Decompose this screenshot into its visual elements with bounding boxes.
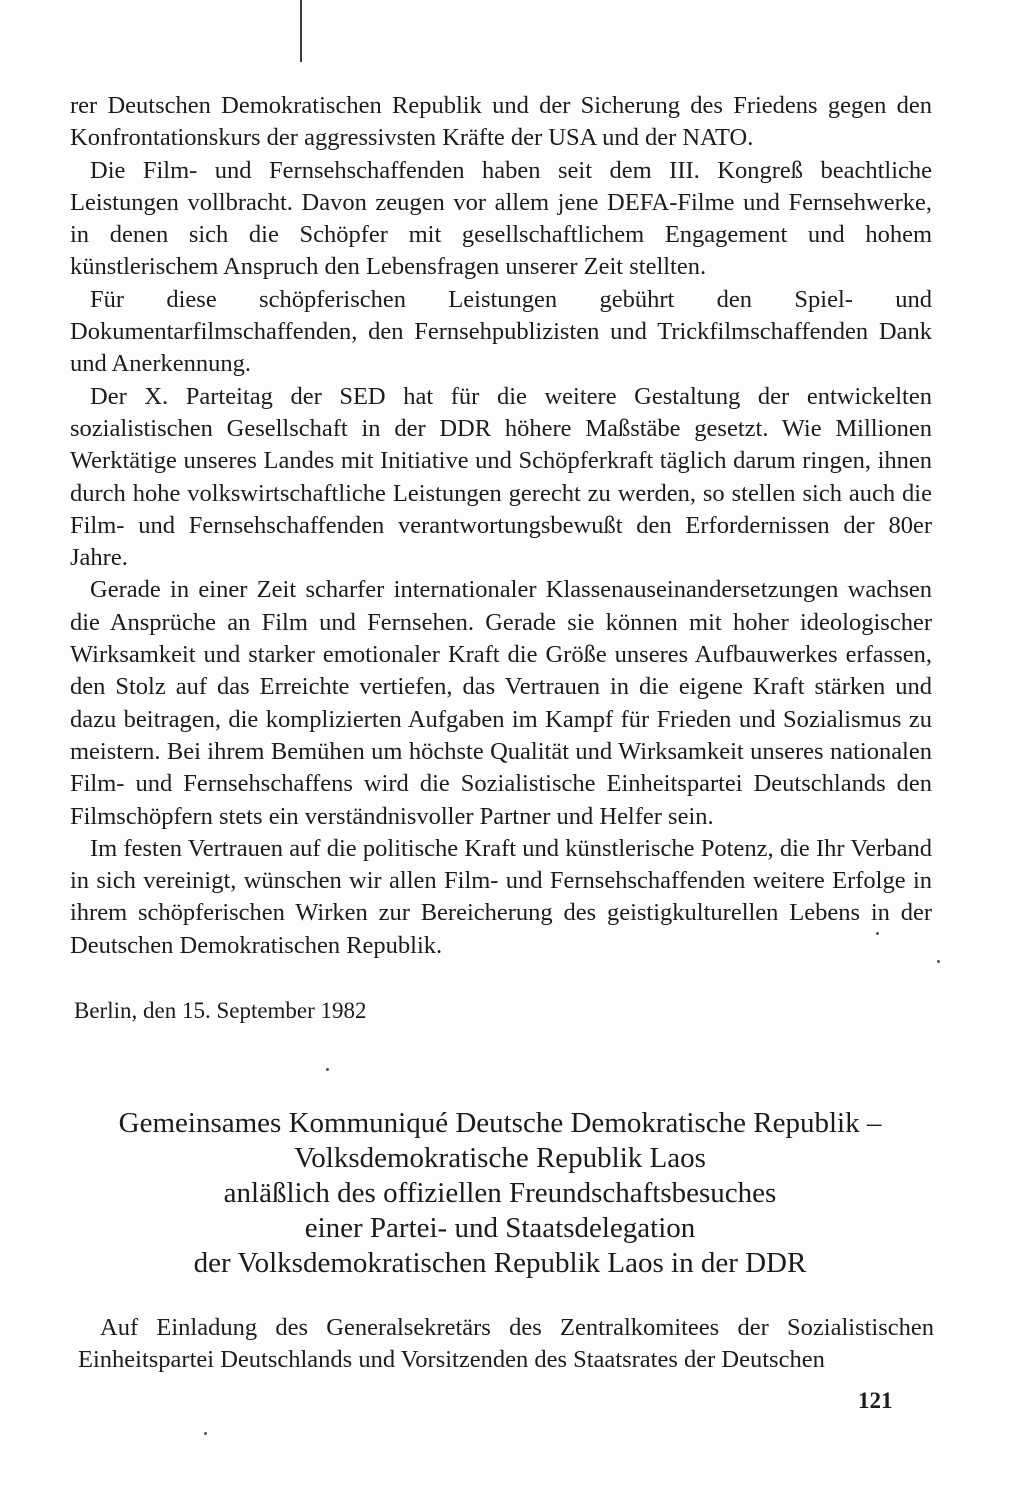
intro-paragraph: Auf Einladung des Generalsekretärs des Zentralkomitees der Sozialistischen Einheitspartei Deutschlands und Vorsitzenden des Staatsrates der Deutschen: [78, 1314, 934, 1373]
scan-speck: [204, 1432, 207, 1435]
paragraph: Der X. Parteitag der SED hat für die weitere Gestaltung der entwickelten sozialistischen Gesellschaft in der DDR höhere Maßstäbe gesetzt. Wie Millionen Werktätige unseres Landes mit Initiative und Schöpferkraft täglich darum ringen, ihnen durch hohe volkswirtschaftliche Leistungen gerecht zu werden, so stellen sich auch die Film- und Fernsehschaffenden verantwortungsbewußt den Erfordernissen der 80er Jahre.: [70, 382, 932, 572]
paragraph: Für diese schöpferischen Leistungen gebührt den Spiel- und Dokumentarfilmschaffenden, den Fernsehpublizisten und Trickfilmschaffenden Dank und Anerkennung.: [70, 285, 932, 378]
paragraph: Die Film- und Fernsehschaffenden haben seit dem III. Kongreß beachtliche Leistungen vollbracht. Davon zeugen vor allem jene DEFA-Filme und Fernsehwerke, in denen sich die Schöpfer mit gesellschaftlichem Engagement und hohem künstlerischem Anspruch den Lebensfragen unserer Zeit stellten.: [70, 156, 932, 281]
heading-line: Volksdemokratische Republik Laos: [294, 1142, 706, 1174]
scan-speck: [937, 960, 940, 963]
heading-line: der Volksdemokratischen Republik Laos in der DDR: [193, 1247, 807, 1279]
paragraph: Im festen Vertrauen auf die politische Kraft und künstlerische Potenz, die Ihr Verband in sich vereinigt, wünschen wir allen Film- und Fernsehschaffenden weitere Erfolge in ihrem schöpferischen Wirken zur Bereicherung des geistigkulturellen Lebens in der Deutschen Demokratischen Republik.: [70, 834, 932, 959]
heading-line: Gemeinsames Kommuniqué Deutsche Demokratische Republik –: [118, 1107, 882, 1139]
page-number: 121: [858, 1388, 893, 1413]
scan-speck: [326, 1068, 329, 1071]
paragraph: Gerade in einer Zeit scharfer internationaler Klassenauseinandersetzungen wachsen die Ansprüche an Film und Fernsehen. Gerade sie können mit hoher ideologischer Wirksamkeit und starker emotionaler Kraft die Größe unseres Aufbauwerkes erfassen, den Stolz auf das Erreichte vertiefen, das Vertrauen in die eigene Kraft stärken und dazu beitragen, die komplizierten Aufgaben im Kampf für Frieden und Sozialismus zu meistern. Bei ihrem Bemühen um höchste Qualität und Wirksamkeit unseres nationalen Film- und Fernsehschaffens wird die Sozialistische Einheitspartei Deutschlands den Filmschöpfern stets ein verständnisvoller Partner und Helfer sein.: [70, 576, 932, 830]
dateline: Berlin, den 15. September 1982: [74, 998, 367, 1023]
scan-speck: [876, 932, 879, 935]
letter-body: [70, 90, 932, 962]
scan-margin-line: [300, 0, 302, 62]
heading-line: anläßlich des offiziellen Freundschaftsbesuches: [223, 1177, 777, 1209]
paragraph-continuation: rer Deutschen Demokratischen Republik und der Sicherung des Friedens gegen den Konfrontationskurs der aggressivsten Kräfte der USA und der NATO.: [70, 92, 932, 152]
section-heading: [60, 1106, 940, 1281]
heading-line: einer Partei- und Staatsdelegation: [304, 1212, 696, 1244]
